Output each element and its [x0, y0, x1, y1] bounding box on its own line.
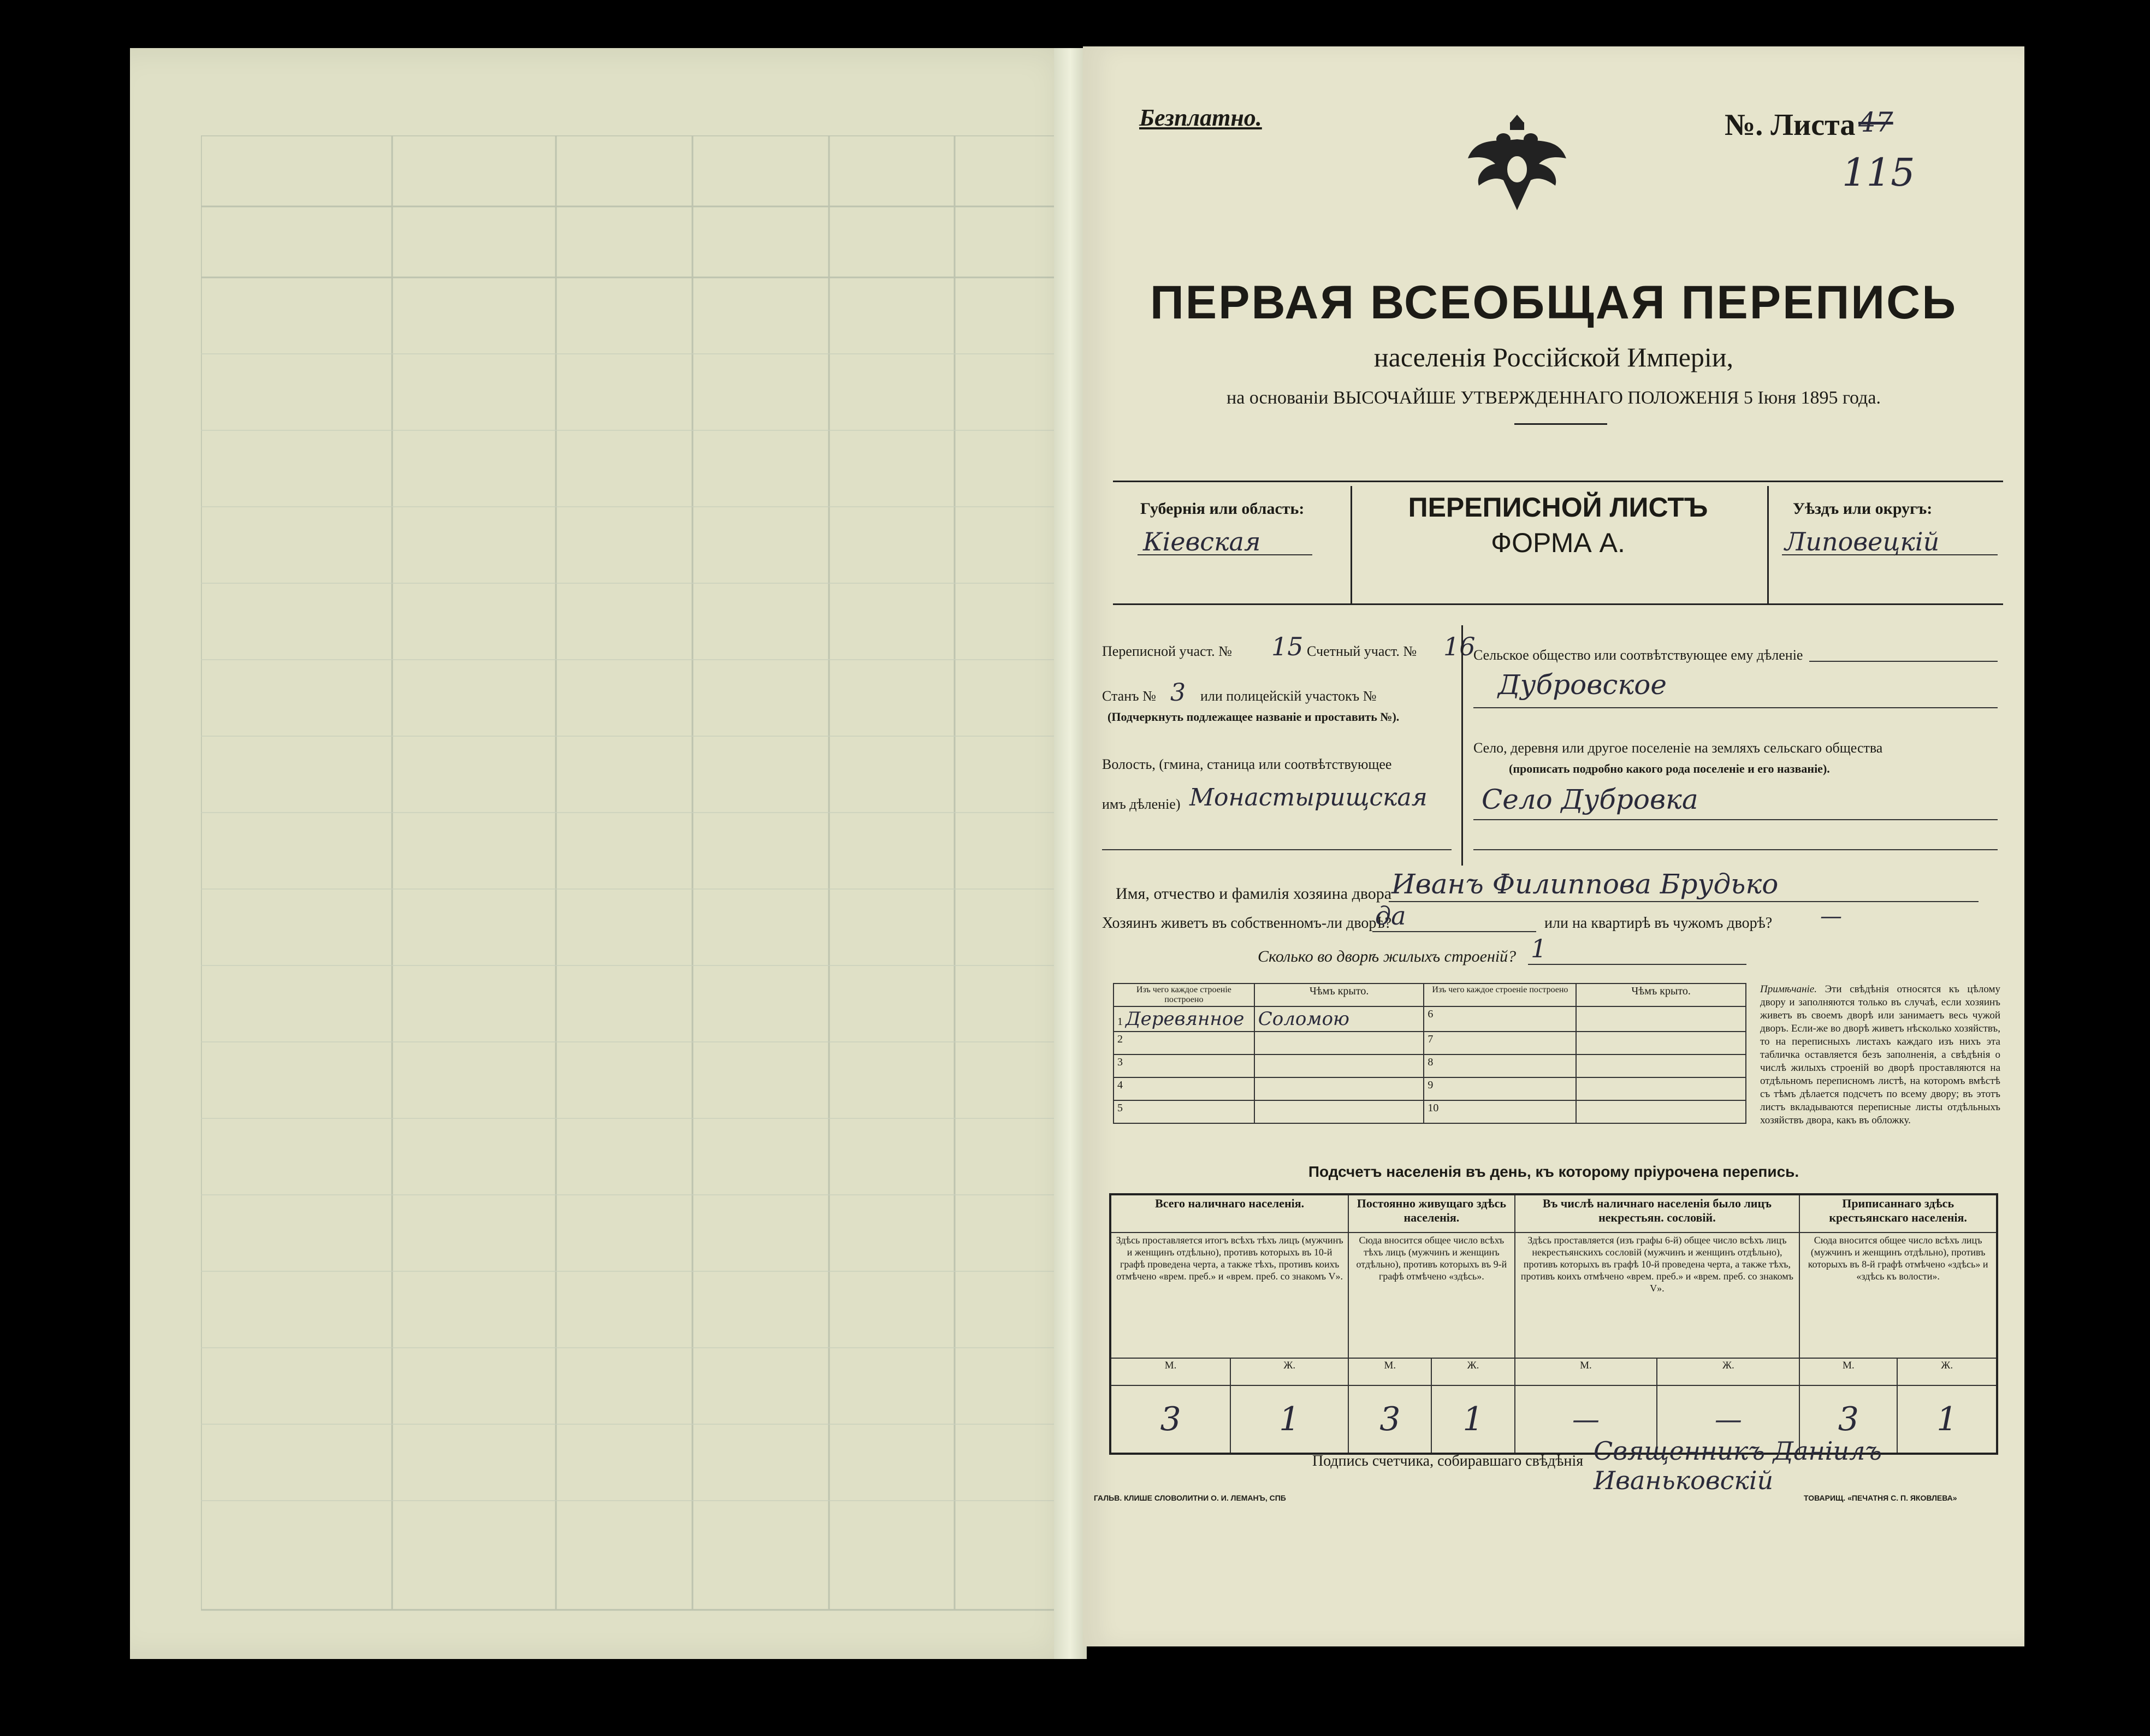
count-4-zh: 1: [1897, 1385, 1997, 1454]
perepis-uchast-value: 15: [1271, 632, 1304, 661]
buildings-table: [1113, 983, 1746, 1124]
owner-value: Иванъ Филиппова Брудько: [1391, 868, 1779, 900]
form-subtitle: ФОРМА А.: [1491, 528, 1625, 558]
selo-value: Село Дубровка: [1482, 784, 1698, 815]
sheet-number-value: 47: [1858, 106, 1893, 138]
fields-divider: [1461, 625, 1463, 866]
census-basis: на основаніи ВЫСОЧАЙШЕ УТВЕРЖДЕННАГО ПОЛОЖЕНІЯ 5 Іюня 1895 года.: [1227, 388, 1881, 408]
selo-note: (прописать подробно какого рода поселеніе и его названіе).: [1509, 762, 1830, 775]
faded-reverse-grid: [201, 135, 1075, 1637]
zh-label: Ж.: [1657, 1358, 1799, 1385]
left-sheet: [130, 48, 1083, 1659]
col-material-header-2: Изъ чего каждое строеніе построено: [1424, 983, 1576, 1006]
col-material-header: Изъ чего каждое строеніе построено: [1114, 983, 1254, 1006]
table-row: 5 10: [1114, 1100, 1746, 1123]
perepis-uchast-label: Переписной участ. №: [1102, 643, 1232, 659]
buildings-label: Сколько во дворѣ жилыхъ строеній?: [1258, 947, 1517, 965]
apartment-label: или на квартирѣ въ чужомъ дворѣ?: [1544, 915, 1773, 932]
zh-label: Ж.: [1230, 1358, 1348, 1385]
sheet-number-label: №. Листа: [1725, 108, 1856, 142]
sheet-fold: [1054, 48, 1087, 1659]
uezd-label: Уѣздъ или округъ:: [1793, 500, 1933, 518]
ornament-rule: [1514, 423, 1607, 425]
footer-right-imprint: ТОВАРИЩ. «ПЕЧАТНЯ С. П. ЯКОВЛЕВА»: [1804, 1494, 1957, 1502]
count-3-m: —: [1515, 1385, 1657, 1454]
count-table: [1109, 1193, 1998, 1455]
count-4-m: 3: [1799, 1385, 1897, 1454]
count-col-3-desc: Здѣсь проставляется (изъ графы 6-й) общее число всѣхъ лицъ некрестьянскихъ сословій (мужчинъ и женщинъ отдѣльно), противъ которыхъ въ графѣ 10-й проведена черта, а также тѣхъ, противъ коихъ отмѣчено «врем. преб.» и «врем. преб. со знакомъ V».: [1515, 1233, 1800, 1358]
count-1-m: 3: [1110, 1385, 1230, 1454]
owner-label: Имя, отчество и фамилія хозяина двора: [1116, 885, 1392, 903]
count-col-2-desc: Сюда вносится общее число всѣхъ тѣхъ лицъ (мужчинъ и женщинъ отдѣльно), противъ которыхъ въ 9-й графѣ отмѣчено «здѣсь».: [1348, 1233, 1514, 1358]
own-yard-label: Хозяинъ живетъ въ собственномъ-ли дворѣ?: [1102, 915, 1392, 932]
count-col-1-desc: Здѣсь проставляется итогъ всѣхъ тѣхъ лицъ (мужчинъ и женщинъ отдѣльно), противъ которыхъ въ 10-й графѣ проведена черта, а также тѣхъ, противъ коихъ отмѣчено «врем. преб.» и «врем. преб. со знакомъ V».: [1110, 1233, 1348, 1358]
count-col-4-head: Приписаннаго здѣсь крестьянскаго населенія.: [1799, 1194, 1997, 1233]
col-roof-header: Чѣмъ крыто.: [1254, 983, 1424, 1006]
schetny-uchast-value: 16: [1443, 632, 1476, 661]
header-rule-bottom: [1113, 603, 2003, 605]
note-text: Эти свѣдѣнія относятся къ цѣлому двору и заполняются только въ случаѣ, если хозяинъ живетъ въ своемъ дворѣ или занимаетъ весь чужой дворъ. Если-же во дворѣ живетъ нѣсколько хозяйствъ, то на переписныхъ листахъ каждаго изъ нихъ эта табличка оставляется безъ заполненія, а свѣдѣнія о числѣ жилыхъ строеній во дворѣ проставляются на отдѣльномъ переписномъ листѣ, на которомъ вмѣстѣ съ тѣмъ дѣлается подсчетъ по всему двору; въ этотъ листъ вкладываются переписные листы отдѣльныхъ хозяйствъ двора, какъ въ обложку.: [1760, 983, 2000, 1126]
m-label: М.: [1515, 1358, 1657, 1385]
m-label: М.: [1348, 1358, 1431, 1385]
uezd-value: Липовецкій: [1785, 527, 1940, 556]
apartment-value: —: [1820, 904, 1842, 929]
selo-label: Село, деревня или другое поселеніе на земляхъ сельскаго общества: [1473, 740, 1883, 756]
zh-label: Ж.: [1897, 1358, 1997, 1385]
count-3-zh: —: [1657, 1385, 1799, 1454]
volost-label-2: имъ дѣленіе): [1102, 796, 1181, 812]
note-title: Примѣчаніе.: [1760, 983, 1817, 995]
roof-value: Соломою: [1254, 1006, 1424, 1032]
count-col-4-desc: Сюда вносится общее число всѣхъ лицъ (мужчинъ и женщинъ отдѣльно), противъ которыхъ въ 8-й графѣ отмѣчено «здѣсь» и «здѣсь къ волости».: [1799, 1233, 1997, 1358]
own-yard-value: да: [1375, 901, 1406, 931]
count-col-2-head: Постоянно живущаго здѣсь населенія.: [1348, 1194, 1514, 1233]
stan-value: 3: [1170, 679, 1186, 707]
table-row: 3 8: [1114, 1054, 1746, 1077]
col-roof-header-2: Чѣмъ крыто.: [1576, 983, 1746, 1006]
count-col-3-head: Въ числѣ наличнаго населенія было лицъ некрестьян. сословій.: [1515, 1194, 1800, 1233]
stan-label: Станъ №: [1102, 688, 1156, 704]
zh-label: Ж.: [1431, 1358, 1514, 1385]
table-row: 2 7: [1114, 1032, 1746, 1054]
count-1-zh: 1: [1230, 1385, 1348, 1454]
m-label: М.: [1110, 1358, 1230, 1385]
volost-value: Монастырищская: [1189, 784, 1428, 811]
signature-value: Священникъ Даніилъ Иваньковскій: [1594, 1436, 1882, 1495]
note-block: [1760, 983, 2000, 1127]
stan-note: (Подчеркнуть подлежащее названіе и проставить №).: [1107, 710, 1400, 724]
header-rule: [1113, 481, 2003, 482]
buildings-value: 1: [1531, 934, 1547, 963]
selskoe-label: Сельское общество или соотвѣтствующее ему дѣленіе: [1473, 647, 1803, 663]
signature-label: Подпись счетчика, собиравшаго свѣдѣнія: [1312, 1453, 1584, 1470]
material-value: Деревянное: [1126, 1008, 1245, 1030]
count-col-1-head: Всего наличнаго населенія.: [1110, 1194, 1348, 1233]
count-2-m: 3: [1348, 1385, 1431, 1454]
census-form-sheet: [1083, 46, 2024, 1646]
free-label: Безплатно.: [1139, 104, 1262, 131]
census-title: ПЕРВАЯ ВСЕОБЩАЯ ПЕРЕПИСЬ: [1150, 276, 1958, 329]
table-row: 1 Деревянное Соломою 6: [1114, 1006, 1746, 1032]
imperial-eagle-emblem: [1465, 109, 1569, 218]
volost-label-1: Волость, (гмина, станица или соотвѣтствующее: [1102, 756, 1392, 772]
census-subtitle: населенія Россійской Имперіи,: [1373, 342, 1734, 372]
footer-left-imprint: ГАЛЬВ. КЛИШЕ СЛОВОЛИТНИ О. И. ЛЕМАНЪ, СПБ: [1094, 1494, 1286, 1502]
table-row: 4 9: [1114, 1077, 1746, 1100]
form-title: ПЕРЕПИСНОЙ ЛИСТЪ: [1408, 492, 1708, 523]
count-title: Подсчетъ населенія въ день, къ которому пріурочена перепись.: [1308, 1163, 1799, 1180]
selskoe-value: Дубровское: [1498, 669, 1667, 701]
stan-rest-label: или полицейскій участокъ №: [1200, 688, 1377, 704]
count-2-zh: 1: [1431, 1385, 1514, 1454]
gubernia-value: Кіевская: [1143, 527, 1261, 556]
gubernia-label: Губернія или область:: [1140, 500, 1305, 518]
sheet-number-handwritten: 115: [1842, 150, 1915, 195]
schetny-uchast-label: Счетный участ. №: [1307, 643, 1417, 659]
m-label: М.: [1799, 1358, 1897, 1385]
